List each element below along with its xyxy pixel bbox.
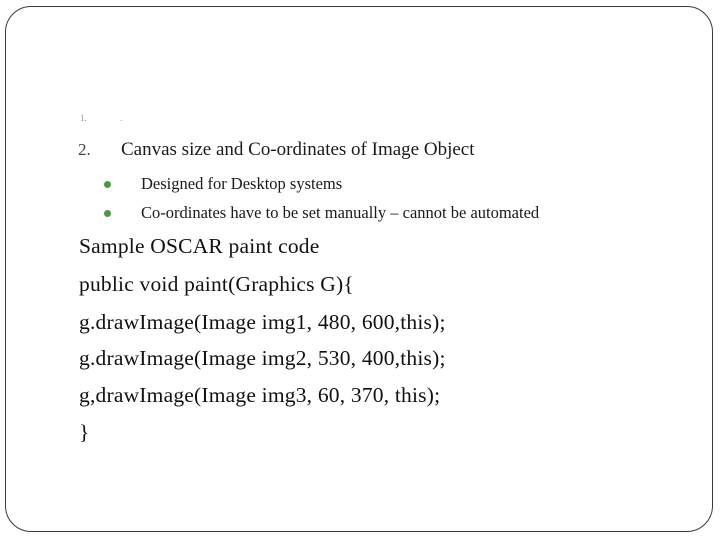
faint-dot: . [120, 113, 123, 123]
list-number: 2. [78, 140, 91, 159]
bullet-text: Co-ordinates have to be set manually – cannot be automated [141, 203, 540, 222]
code-line-4: g.drawImage(Image img2, 530, 400,this); [79, 346, 446, 370]
code-line-6: } [79, 420, 90, 444]
list-heading: Canvas size and Co-ordinates of Image Object [121, 139, 475, 160]
code-line-1: Sample OSCAR paint code [79, 234, 320, 258]
bullet-dot-icon [104, 210, 111, 217]
code-line-3: g.drawImage(Image img1, 480, 600,this); [79, 310, 446, 334]
code-line-5: g,drawImage(Image img3, 60, 370, this); [79, 383, 441, 407]
bullet-dot-icon [104, 181, 111, 188]
faint-list-marker: 1. [80, 113, 87, 123]
slide-frame [5, 6, 713, 532]
bullet-text: Designed for Desktop systems [141, 174, 343, 193]
code-line-2: public void paint(Graphics G){ [79, 272, 354, 296]
